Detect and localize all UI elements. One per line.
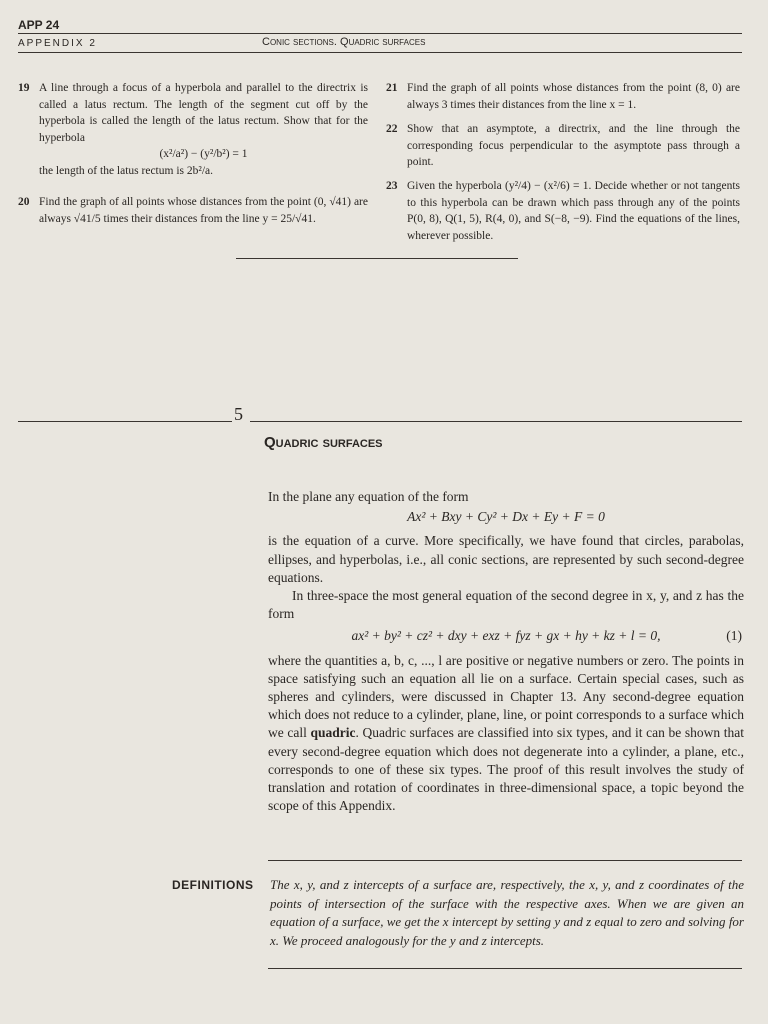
- equation-number: (1): [726, 628, 742, 644]
- exercise-19: [18, 80, 368, 179]
- plane-equation: Ax² + Bxy + Cy² + Dx + Ey + F = 0: [407, 509, 605, 525]
- definitions-text: The x, y, and z intercepts of a surface are, respectively, the x, y, and z coordinates of the points of intersection of the surface with the respective axes. When we are given an equation of a surface, we get the x intercept by setting y and z equal to zero and solving for x. We proceed analogously for the y and z intercepts.: [270, 877, 744, 948]
- section-title: Quadric surfaces: [264, 434, 383, 451]
- definitions-end-rule: [268, 968, 742, 969]
- exercises-end-rule: [236, 258, 518, 259]
- paragraph: is the equation of a curve. More specifically, we have found that circles, parabolas, ellipses, and hyperbolas, i.e., all conic sections, are represented by such second-degree equations.: [268, 533, 744, 585]
- term-quadric: quadric: [310, 725, 356, 741]
- space-equation: [268, 627, 744, 645]
- exercise-formula: (x²/a²) − (y²/b²) = 1: [159, 148, 248, 160]
- exercise-text: Find the graph of all points whose distances from the point (0, √41) are always √41/5 times their distances from the line y = 25/√41.: [39, 196, 368, 225]
- exercise-number: 21: [386, 82, 398, 94]
- appendix-label: APPENDIX 2: [18, 38, 97, 49]
- paragraph: [268, 652, 744, 816]
- paragraph-text: where the quantities a, b, c, ..., l are positive or negative numbers or zero. The points in space satisfying such an equation all lie on a surface. Certain special cases, such as spheres and cylinders, were discussed in Chapter 13. Any second-degree equation which does not reduce to a cylinder, plane, line, or point corresponds to a surface which we call: [268, 652, 744, 741]
- section-body: [268, 488, 744, 815]
- exercise-text: Find the graph of all points whose distances from the point (8, 0) are always 3 times their distances from the line x = 1.: [407, 82, 740, 111]
- header-rule: [18, 33, 742, 34]
- exercise-20: [18, 194, 368, 227]
- space-equation-text: ax² + by² + cz² + dxy + exz + fyz + gx + hy + kz + l = 0,: [351, 628, 661, 644]
- exercise-22: [386, 121, 740, 171]
- exercise-23: [386, 178, 740, 244]
- exercise-number: 23: [386, 180, 398, 192]
- section-number: 5: [234, 404, 243, 424]
- definitions-label: DEFINITIONS: [172, 878, 254, 892]
- body-end-rule: [268, 860, 742, 861]
- paragraph-text: . Quadric surfaces are classified into six types, and it can be shown that every second-degree equation which does not degenerate into a cylinder, a plane, etc., corresponds to one of these six types. The proof of this result involves the study of translation and rotation of coordinates in three-dimensional space, a topic beyond the scope of this Appendix.: [268, 725, 744, 814]
- exercise-number: 22: [386, 123, 398, 135]
- exercise-number: 20: [18, 196, 30, 208]
- exercise-text: Given the hyperbola (y²/4) − (x²/6) = 1. Decide whether or not tangents to this hyperbola can be drawn which pass through any of the points P(0, 8), Q(1, 5), R(4, 0), and S(−8, −9). Find the equations of the lines, wherever possible.: [407, 180, 740, 242]
- section-rule-right: [250, 421, 742, 422]
- paragraph: In the plane any equation of the form: [268, 489, 469, 504]
- header-underline: [18, 52, 742, 53]
- page-number: APP 24: [18, 18, 60, 32]
- exercise-21: [386, 80, 740, 113]
- paragraph: In three-space the most general equation of the second degree in x, y, and z has the form: [268, 588, 744, 622]
- running-title: Conic sections. Quadric surfaces: [262, 36, 426, 48]
- exercise-text: Show that an asymptote, a directrix, and the line through the corresponding focus perpendicular to the asymptote pass through a point.: [407, 123, 740, 168]
- exercise-text: A line through a focus of a hyperbola and parallel to the directrix is called a latus rectum. The length of the segment cut off by the hyperbola is called the length of the latus rectum. Show that for the hyperbola: [39, 82, 368, 144]
- section-rule-left: [18, 421, 232, 422]
- exercise-number: 19: [18, 82, 30, 94]
- exercise-text-after: the length of the latus rectum is 2b²/a.: [39, 164, 213, 177]
